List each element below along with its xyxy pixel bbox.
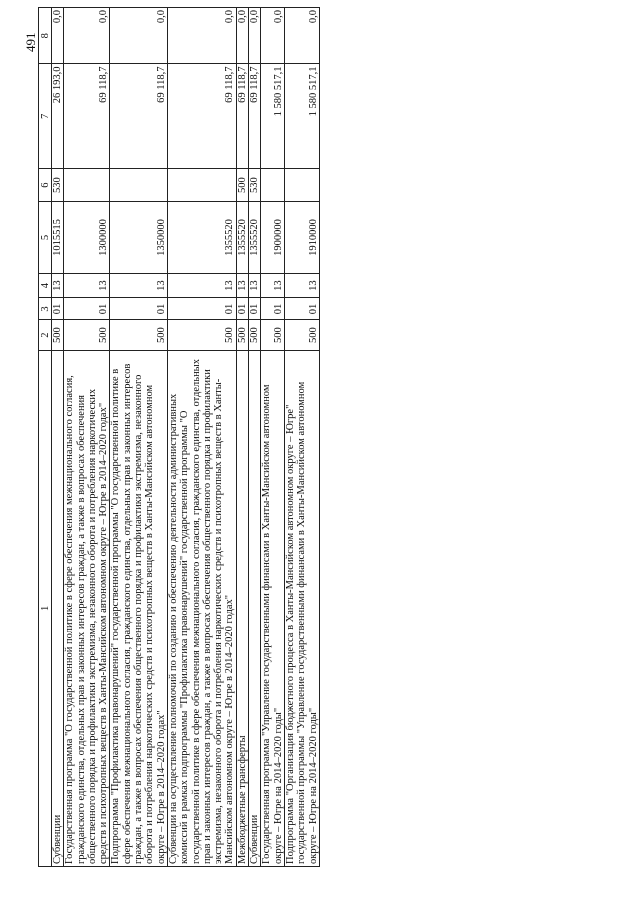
table-row (110, 8, 167, 867)
section-cell: 01 (249, 298, 261, 320)
page-number: 491 (23, 32, 38, 52)
amount-cell: 1 580 517,1 (261, 64, 285, 169)
table-row (284, 8, 319, 867)
description-cell: Подпрограмма "Организация бюджетного процесса в Ханты-Мансийском автономном округе – Югре" государственной программы "Управление государственными финансами в Ханты-Мансийском автономном округе – Югре на 2014–2020 годы" (284, 350, 319, 866)
budget-table (38, 7, 320, 867)
code-cell: 500 (236, 320, 248, 350)
target-article-cell: 1910000 (284, 202, 319, 274)
expense-type-cell: 530 (52, 169, 64, 202)
table-row (167, 8, 236, 867)
code-cell: 500 (110, 320, 167, 350)
amount-cell: 69 118,7 (110, 64, 167, 169)
subsection-cell: 13 (64, 273, 110, 298)
header-cell: 5 (39, 202, 52, 274)
amount-extra-cell: 0,0 (167, 8, 236, 65)
expense-type-cell (284, 169, 319, 202)
target-article-cell: 1355520 (249, 202, 261, 274)
description-cell: Субвенции (249, 350, 261, 866)
target-article-cell: 1300000 (64, 202, 110, 274)
expense-type-cell (64, 169, 110, 202)
target-article-cell: 1350000 (110, 202, 167, 274)
code-cell: 500 (284, 320, 319, 350)
header-cell: 4 (39, 273, 52, 298)
amount-extra-cell: 0,0 (261, 8, 285, 65)
header-cell: 2 (39, 320, 52, 350)
subsection-cell: 13 (236, 273, 248, 298)
target-article-cell: 1900000 (261, 202, 285, 274)
section-cell: 01 (284, 298, 319, 320)
section-cell: 01 (236, 298, 248, 320)
header-cell: 3 (39, 298, 52, 320)
code-cell: 500 (249, 320, 261, 350)
subsection-cell: 13 (284, 273, 319, 298)
section-cell: 01 (261, 298, 285, 320)
table-row (261, 8, 285, 867)
description-cell: Субвенции на осуществление полномочий по созданию и обеспечению деятельности административных комиссий в рамках подпрограммы "Профилактика правонарушений" государственной программы "О государственной политике в сфере обеспечения межнационального согласия, гражданского единства, отдельных прав и законных интересов граждан, а также в вопросах обеспечения общественного порядка и профилактики экстремизма, незаконного оборота и потребления наркотических средств и психотропных веществ в Ханты-Мансийском автономном округе – Югре в 2014–2020 годах" (167, 350, 236, 866)
section-cell: 01 (167, 298, 236, 320)
target-article-cell: 1355520 (236, 202, 248, 274)
expense-type-cell (167, 169, 236, 202)
description-cell: Субвенции (52, 350, 64, 866)
code-cell: 500 (167, 320, 236, 350)
section-cell: 01 (110, 298, 167, 320)
budget-table-container (38, 7, 558, 867)
amount-cell: 26 193,0 (52, 64, 64, 169)
table-row (249, 8, 261, 867)
table-row (52, 8, 64, 867)
target-article-cell: 1355520 (167, 202, 236, 274)
target-article-cell: 1015515 (52, 202, 64, 274)
description-cell: Государственная программа "О государственной политике в сфере обеспечения межнационального согласия, гражданского единства, отдельных прав и законных интересов граждан, а также в вопросах обеспечения общественного порядка и профилактики экстремизма, незаконного оборота и потребления наркотических средств и психотропных веществ в Ханты-Мансийском автономном округе – Югре в 2014–2020 годах" (64, 350, 110, 866)
expense-type-cell (261, 169, 285, 202)
description-cell: Подпрограмма "Профилактика правонарушений" государственной программы "О государственной политике в сфере обеспечения межнационального согласия, гражданского единства, отдельных прав и законных интересов граждан, а также в вопросах обеспечения общественного порядка и профилактики экстремизма, незаконного оборота и потребления наркотических средств и психотропных веществ в Ханты-Мансийском автономном округе – Югре в 2014–2020 годах" (110, 350, 167, 866)
expense-type-cell: 500 (236, 169, 248, 202)
table-row (236, 8, 248, 867)
table-row (64, 8, 110, 867)
amount-extra-cell: 0,0 (64, 8, 110, 65)
subsection-cell: 13 (52, 273, 64, 298)
amount-extra-cell: 0,0 (249, 8, 261, 65)
amount-extra-cell: 0,0 (236, 8, 248, 65)
subsection-cell: 13 (249, 273, 261, 298)
header-cell: 6 (39, 169, 52, 202)
amount-cell: 69 118,7 (64, 64, 110, 169)
code-cell: 500 (64, 320, 110, 350)
subsection-cell: 13 (110, 273, 167, 298)
subsection-cell: 13 (167, 273, 236, 298)
code-cell: 500 (261, 320, 285, 350)
expense-type-cell: 530 (249, 169, 261, 202)
header-cell: 7 (39, 64, 52, 169)
code-cell: 500 (52, 320, 64, 350)
amount-extra-cell: 0,0 (284, 8, 319, 65)
description-cell: Межбюджетные трансферты (236, 350, 248, 866)
amount-extra-cell: 0,0 (52, 8, 64, 65)
amount-cell: 69 118,7 (249, 64, 261, 169)
amount-extra-cell: 0,0 (110, 8, 167, 65)
section-cell: 01 (64, 298, 110, 320)
amount-cell: 69 118,7 (167, 64, 236, 169)
header-cell: 1 (39, 350, 52, 866)
amount-cell: 69 118,7 (236, 64, 248, 169)
subsection-cell: 13 (261, 273, 285, 298)
header-row (39, 8, 52, 867)
description-cell: Государственная программа "Управление государственными финансами в Ханты-Мансийском автономном округе – Югре на 2014–2020 годы" (261, 350, 285, 866)
expense-type-cell (110, 169, 167, 202)
header-cell: 8 (39, 8, 52, 65)
section-cell: 01 (52, 298, 64, 320)
amount-cell: 1 580 517,1 (284, 64, 319, 169)
